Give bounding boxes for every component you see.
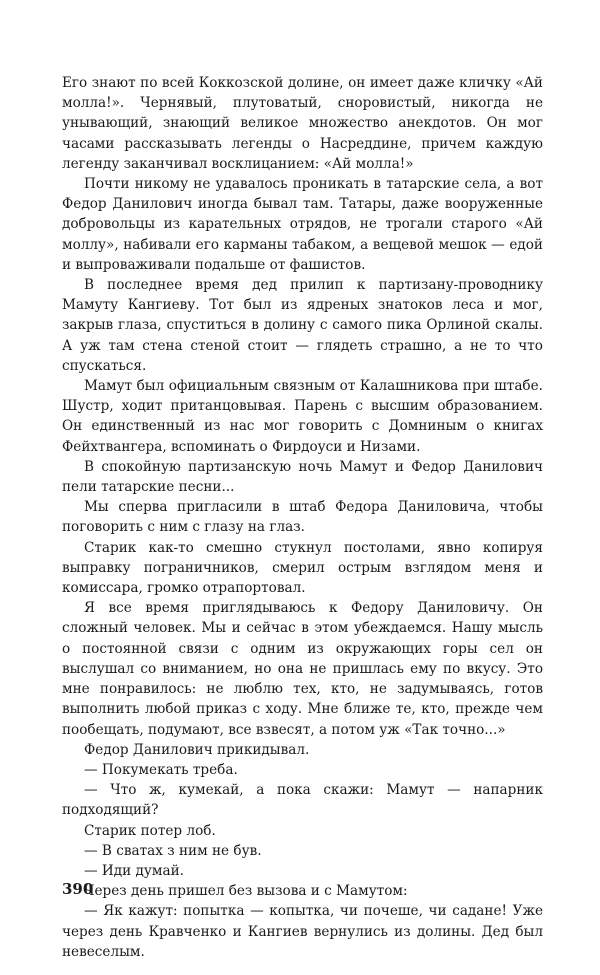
page-number: 390 bbox=[62, 880, 94, 898]
paragraph: Старик потер лоб. bbox=[84, 822, 216, 839]
paragraph: — Як кажут: попытка — копытка, чи почеше, чи садане! Уже через день Кравченко и Кангиев вернулись из долины. Дед был невеселым. bbox=[62, 903, 543, 960]
paragraph: — Иди думай. bbox=[84, 862, 184, 879]
paragraph: Почти никому не удавалось проникать в татарские села, а вот Федор Данилович иногда бывал там. Татары, даже вооруженные добровольцы из карательных отрядов, не трогали старого «Ай моллу», набивали его карманы табаком, а вещевой мешок — едой и выпроваживали подальше от фашистов. bbox=[62, 176, 543, 273]
paragraph: Я все время приглядываюсь к Федору Даниловичу. Он сложный человек. Мы и сейчас в этом убеждаемся. Нашу мысль о постоянной связи с одним из окружающих горы сел он выслушал со вниманием, но она не пришлась ему по вкусу. Это мне понравилось: не люблю тех, кто, не задумываясь, готов выполнить любой приказ с ходу. Мне ближе те, кто, прежде чем пообещать, подумают, все взвесят, а потом уж «Так точно...» bbox=[62, 600, 543, 738]
paragraph: Его знают по всей Коккозской долине, он имеет даже кличку «Ай молла!». Чернявый, плутоватый, сноровистый, никогда не унывающий, знающий великое множество анекдотов. Он мог часами рассказывать легенды о Насреддине, причем каждую легенду заканчивал восклицанием: «Ай молла!» bbox=[62, 75, 543, 172]
paragraph: Мамут был официальным связным от Калашникова при штабе. Шустр, ходит пританцовывая. Парень с высшим образованием. Он единственный из нас мог говорить с Домниным о книгах Фейхтвангера, вспоминать о Фирдоуси и Низами. bbox=[62, 378, 543, 455]
paragraph: В спокойную партизанскую ночь Мамут и Федор Данилович пели татарские песни... bbox=[62, 458, 543, 496]
paragraph: Федор Данилович прикидывал. bbox=[84, 741, 310, 758]
paragraph: Мы сперва пригласили в штаб Федора Даниловича, чтобы поговорить с ним с глазу на глаз. bbox=[62, 499, 543, 536]
paragraph: В последнее время дед прилип к партизану-проводнику Мамуту Кангиеву. Тот был из ядреных знатоков леса и мог, закрыв глаза, спуститься в долину с самого пика Орлиной скалы. А уж там стена стеной стоит — глядеть страшно, а не то что спускаться. bbox=[62, 277, 543, 374]
paragraph: — Что ж, кумекай, а пока скажи: Мамут — напарник подходящий? bbox=[62, 782, 543, 819]
text-column bbox=[62, 73, 543, 962]
paragraph: — В сватах з ним не був. bbox=[84, 842, 262, 859]
paragraph: — Покумекать треба. bbox=[84, 761, 238, 778]
paragraph: Через день пришел без вызова и с Мамутом: bbox=[84, 883, 408, 900]
paragraph: Старик как-то смешно стукнул постолами, явно копируя выправку пограничников, смерил острым взглядом меня и комиссара, громко отрапортовал. bbox=[62, 539, 543, 597]
page-body bbox=[62, 73, 543, 962]
